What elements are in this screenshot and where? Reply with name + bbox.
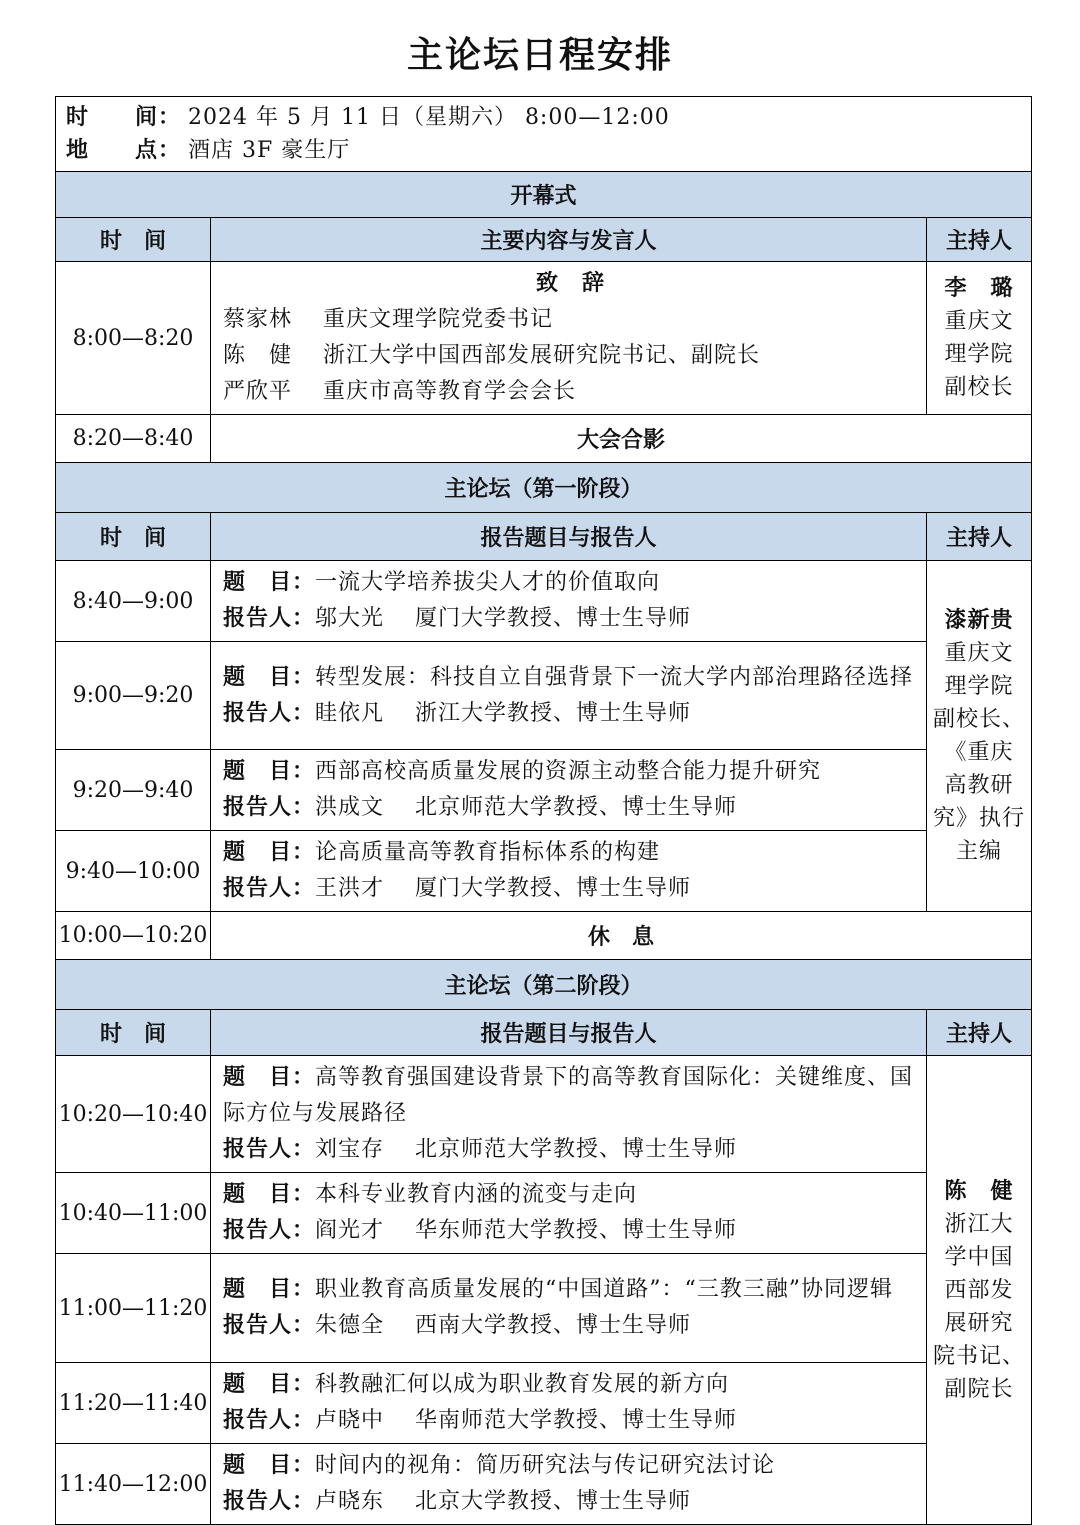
talk-reporter (223, 1213, 918, 1249)
page-title: 主论坛日程安排 (406, 35, 673, 76)
speech-time: 8:00—8:20 (56, 262, 211, 415)
talk-row (56, 750, 1032, 831)
forum1-header (56, 513, 1032, 561)
speaker-name: 陈 健 (223, 343, 293, 368)
speaker-role: 重庆文理学院党委书记 (323, 307, 554, 332)
talk-topic (223, 565, 918, 601)
topic-label: 题 目： (223, 1182, 316, 1207)
host-title-line: 院书记、 (933, 1343, 1026, 1369)
host-title-line: 展研究 (944, 1310, 1014, 1336)
talk-reporter (223, 1403, 918, 1439)
reporter-name: 卢晓东 (315, 1489, 385, 1514)
col-content: 报告题目与报告人 (211, 1010, 927, 1056)
forum2-host (927, 1056, 1032, 1525)
talk-reporter (223, 1484, 918, 1520)
topic-text: 科教融汇何以成为职业教育发展的新方向 (315, 1372, 730, 1397)
opening-band (56, 172, 1032, 218)
host-title-line: 副院长 (944, 1376, 1014, 1402)
talk-row (56, 1056, 1032, 1173)
col-host: 主持人 (927, 218, 1032, 262)
reporter-affil: 西南大学教授、博士生导师 (415, 1313, 692, 1338)
host-title-line: 西部发 (944, 1277, 1014, 1303)
topic-text: 一流大学培养拔尖人才的价值取向 (315, 570, 661, 595)
forum1-band-label: 主论坛（第一阶段） (56, 463, 1032, 513)
topic-text: 职业教育高质量发展的“中国道路”：“三教三融”协同逻辑 (315, 1277, 894, 1302)
host-title-line: 学中国 (944, 1244, 1014, 1270)
topic-label: 题 目： (223, 570, 316, 595)
talk-topic (223, 1272, 918, 1308)
talk-reporter (223, 1308, 918, 1344)
forum1-band (56, 463, 1032, 513)
reporter-label: 报告人： (223, 1218, 316, 1243)
reporter-label: 报告人： (223, 876, 316, 901)
info-time (66, 101, 1021, 134)
col-time: 时 间 (56, 513, 211, 561)
reporter-label: 报告人： (223, 1137, 316, 1162)
info-place (66, 134, 1021, 167)
host-title-line: 高教研 (944, 773, 1014, 798)
talk-time: 9:00—9:20 (56, 642, 211, 750)
talk-time: 11:40—12:00 (56, 1444, 211, 1525)
talk-topic (223, 1060, 918, 1132)
col-host: 主持人 (927, 513, 1032, 561)
photo-label: 大会合影 (211, 415, 1032, 463)
reporter-name: 王洪才 (315, 876, 385, 901)
opening-band-label: 开幕式 (56, 172, 1032, 218)
host-title-line: 理学院 (944, 674, 1014, 699)
talk-time: 8:40—9:00 (56, 561, 211, 642)
break-time: 10:00—10:20 (56, 912, 211, 960)
host-title-line: 重庆文 (944, 641, 1014, 666)
host-title-line: 重庆文 (944, 309, 1014, 334)
reporter-name: 朱德全 (315, 1313, 385, 1338)
talk-reporter (223, 790, 918, 826)
talk-time: 10:40—11:00 (56, 1173, 211, 1254)
topic-text: 西部高校高质量发展的资源主动整合能力提升研究 (315, 759, 822, 784)
topic-text: 高等教育强国建设背景下的高等教育国际化：关键维度、国际方位与发展路径 (223, 1065, 914, 1126)
talk-row (56, 1444, 1032, 1525)
host-title-line: 《重庆 (944, 740, 1014, 765)
talk-topic (223, 835, 918, 871)
talk-row (56, 561, 1032, 642)
reporter-name: 刘宝存 (315, 1137, 385, 1162)
talk-time: 9:20—9:40 (56, 750, 211, 831)
reporter-name: 邬大光 (315, 606, 385, 631)
reporter-label: 报告人： (223, 700, 316, 726)
talk-reporter (223, 696, 918, 732)
opening-header (56, 218, 1032, 262)
topic-label: 题 目： (223, 840, 316, 865)
talk-row (56, 1363, 1032, 1444)
reporter-affil: 北京师范大学教授、博士生导师 (415, 795, 738, 820)
talk-topic (223, 1177, 918, 1213)
reporter-name: 阎光才 (315, 1218, 385, 1243)
reporter-label: 报告人： (223, 606, 316, 631)
talk-reporter (223, 871, 918, 907)
speaker-row (223, 338, 918, 374)
speaker-row (223, 374, 918, 410)
col-host: 主持人 (927, 1010, 1032, 1056)
talk-topic (223, 754, 918, 790)
time-value: 2024 年 5 月 11 日（星期六） 8:00—12:00 (188, 105, 670, 130)
talk-time: 11:00—11:20 (56, 1254, 211, 1363)
reporter-affil: 华南师范大学教授、博士生导师 (415, 1408, 738, 1433)
topic-text: 时间内的视角：简历研究法与传记研究法讨论 (315, 1453, 776, 1478)
opening-speech-row (56, 262, 1032, 415)
talk-reporter (223, 601, 918, 637)
host-title-line: 副校长 (944, 375, 1014, 400)
talk-row (56, 1254, 1032, 1363)
schedule-table (55, 96, 1032, 1525)
break-row (56, 912, 1032, 960)
topic-label: 题 目： (223, 1065, 316, 1090)
reporter-name: 卢晓中 (315, 1408, 385, 1433)
reporter-label: 报告人： (223, 1408, 316, 1433)
host-title-line: 理学院 (944, 342, 1014, 367)
forum1-host (927, 561, 1032, 912)
col-time: 时 间 (56, 1010, 211, 1056)
reporter-label: 报告人： (223, 795, 316, 820)
reporter-affil: 厦门大学教授、博士生导师 (415, 876, 692, 901)
place-label: 地 点： (66, 138, 182, 163)
reporter-affil: 浙江大学教授、博士生导师 (415, 700, 692, 726)
speaker-name: 蔡家林 (223, 307, 293, 332)
topic-label: 题 目： (223, 664, 316, 690)
topic-text: 论高质量高等教育指标体系的构建 (315, 840, 661, 865)
break-label: 休 息 (211, 912, 1032, 960)
talk-topic (223, 1367, 918, 1403)
speaker-role: 重庆市高等教育学会会长 (323, 379, 577, 404)
forum2-band (56, 960, 1032, 1010)
photo-time: 8:20—8:40 (56, 415, 211, 463)
host-name: 陈 健 (944, 1178, 1014, 1204)
photo-row (56, 415, 1032, 463)
reporter-name: 眭依凡 (315, 700, 385, 726)
speaker-row (223, 302, 918, 338)
host-title-line: 浙江大 (944, 1211, 1014, 1237)
topic-text: 转型发展：科技自立自强背景下一流大学内部治理路径选择 (315, 664, 914, 690)
reporter-label: 报告人： (223, 1313, 316, 1338)
host-title-line: 究》执行 (933, 806, 1026, 831)
talk-row (56, 642, 1032, 750)
host-title-line: 副校长、 (933, 707, 1026, 732)
topic-label: 题 目： (223, 1277, 316, 1302)
place-value: 酒店 3F 豪生厅 (188, 138, 351, 163)
forum2-band-label: 主论坛（第二阶段） (56, 960, 1032, 1010)
speaker-role: 浙江大学中国西部发展研究院书记、副院长 (323, 343, 761, 368)
opening-host (927, 262, 1032, 415)
talk-row (56, 831, 1032, 912)
reporter-affil: 华东师范大学教授、博士生导师 (415, 1218, 738, 1243)
speaker-name: 严欣平 (223, 379, 293, 404)
topic-label: 题 目： (223, 759, 316, 784)
col-time: 时 间 (56, 218, 211, 262)
host-name: 漆新贵 (944, 608, 1014, 633)
info-row (56, 97, 1032, 172)
talk-topic (223, 1448, 918, 1484)
topic-text: 本科专业教育内涵的流变与走向 (315, 1182, 638, 1207)
talk-time: 9:40—10:00 (56, 831, 211, 912)
host-name: 李 璐 (944, 276, 1014, 301)
topic-label: 题 目： (223, 1372, 316, 1397)
topic-label: 题 目： (223, 1453, 316, 1478)
reporter-affil: 厦门大学教授、博士生导师 (415, 606, 692, 631)
forum2-header (56, 1010, 1032, 1056)
reporter-affil: 北京师范大学教授、博士生导师 (415, 1137, 738, 1162)
reporter-name: 洪成文 (315, 795, 385, 820)
talk-reporter (223, 1132, 918, 1168)
talk-row (56, 1173, 1032, 1254)
speech-title: 致 辞 (535, 271, 605, 296)
host-title-line: 主编 (955, 839, 1002, 864)
talk-time: 11:20—11:40 (56, 1363, 211, 1444)
talk-time: 10:20—10:40 (56, 1056, 211, 1173)
col-content: 主要内容与发言人 (211, 218, 927, 262)
reporter-affil: 北京大学教授、博士生导师 (415, 1489, 692, 1514)
reporter-label: 报告人： (223, 1489, 316, 1514)
time-label: 时 间： (66, 105, 182, 130)
col-content: 报告题目与报告人 (211, 513, 927, 561)
talk-topic (223, 660, 918, 696)
